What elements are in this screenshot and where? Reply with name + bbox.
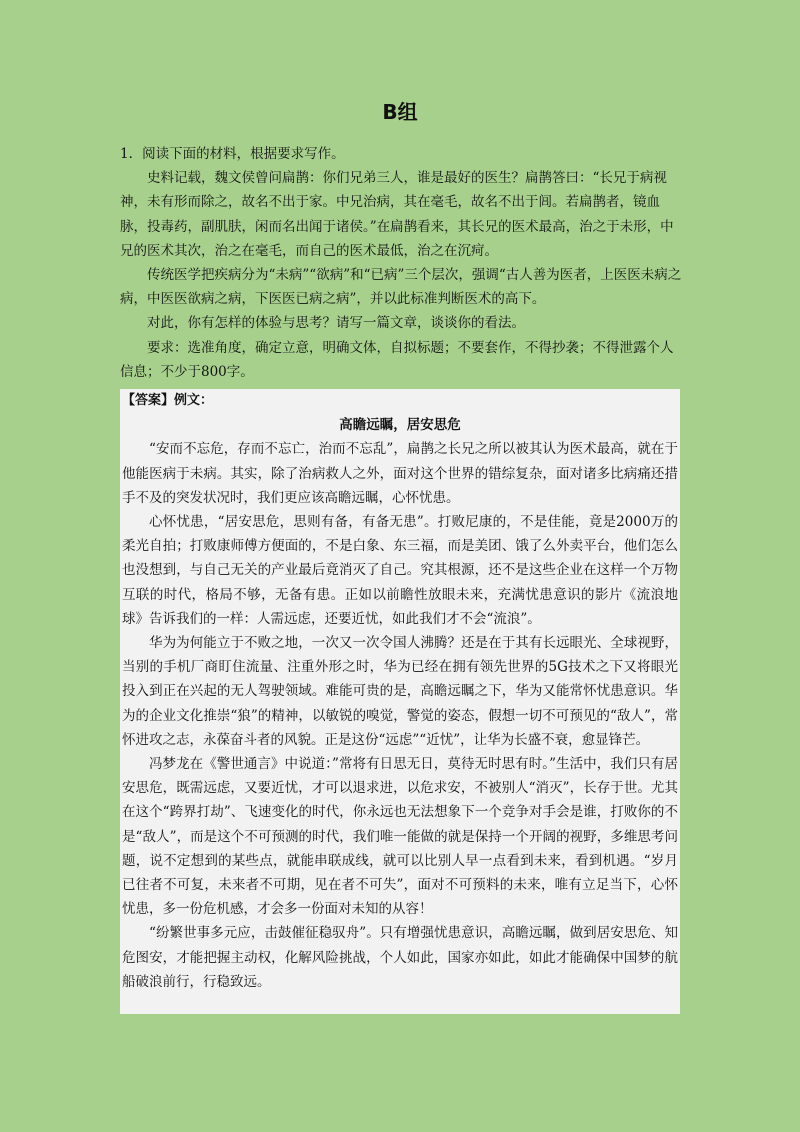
essay-paragraph: 心怀忧患，“居安思危，思则有备，有备无患”。打败尼康的，不是佳能，竟是2000万的柔光自拍；打败康师傅方便面的，不是白象、东三福，而是美团、饿了么外卖平台，他们怎么也没想到，与自己无关的产业最后竟消灭了自己。究其根源，还不是这些企业在这样一个万物互联的时代，格局不够，无备有患。正如以前瞻性放眼未来，充满忧患意识的影片《流浪地球》告诉我们的一样：人需远虑，还要近忧，如此我们才不会“流浪”。 [122,514,678,627]
essay-paragraph: 华为为何能立于不败之地，一次又一次令国人沸腾？还是在于其有长远眼光、全球视野，当别的手机厂商盯住流量、注重外形之时，华为已经在拥有领先世界的5G技术之下又将眼光投入到正在兴起的无人驾驶领域。难能可贵的是，高瞻远瞩之下，华为又能常怀忧患意识。华为的企业文化推崇“狼”的精神，以敏锐的嗅觉，警觉的姿态，假想一切不可预见的“敌人”，常怀进攻之志，永葆奋斗者的风貌。正是这份“远虑”“近忧”，让华为长盛不衰，愈显锋芒。 [122,635,678,748]
question-paragraph: 史料记载，魏文侯曾问扁鹊：你们兄弟三人，谁是最好的医生？扁鹊答曰：“长兄于病视神，未有形而除之，故名不出于家。中兄治病，其在毫毛，故名不出于闾。若扁鹊者，镜血脉，投毒药，副肌肤，闲而名出闻于诸侯。”在扁鹊看来，其长兄的医术最高，治之于未形，中兄的医术其次，治之在毫毛，而自己的医术最低，治之在沉疴。 [120,170,674,259]
answer-box [120,389,680,1014]
essay-paragraph: 冯梦龙在《警世通言》中说道：”常将有日思无日，莫待无时思有时。”生活中，我们只有居安思危，既需远虑，又要近忧，才可以退求进，以危求安，不被别人“消灭”，长存于世。尤其在这个“跨界打劫”、飞速变化的时代，你永远也无法想象下一个竞争对手会是谁，打败你的不是“敌人”，而是这个不可预测的时代，我们唯一能做的就是保持一个开阔的视野，多维思考问题，说不定想到的某些点，就能串联成线，就可以比别人早一点看到未来，看到机遇。“岁月已往者不可复，未来者不可期，见在者不可失”，面对不可预料的未来，唯有立足当下，心怀忧患，多一份危机感，才会多一份面对未知的从容！ [122,756,678,918]
section-title: B组 [382,100,418,124]
question-requirements: 要求：选准角度，确定立意，明确文体，自拟标题；不要套作，不得抄袭；不得泄露个人信息；不少于800字。 [120,339,674,380]
question-prompt: 1．阅读下面的材料，根据要求写作。 [120,146,345,162]
essay-paragraph: “纷繁世事多元应，击鼓催征稳驭舟”。只有增强忧患意识，高瞻远瞩，做到居安思危、知危图安，才能把握主动权，化解风险挑战，个人如此，国家亦如此，如此才能确保中国梦的航船破浪前行，行稳致远。 [122,925,678,990]
question-block [120,142,682,384]
question-paragraph: 对此，你有怎样的体验与思考？请写一篇文章，谈谈你的看法。 [147,315,525,332]
answer-label: 【答案】例文： [122,393,214,408]
question-paragraph: 传统医学把疾病分为“未病”“欲病”和“已病”三个层次，强调“古人善为医者，上医医未病之病，中医医欲病之病，下医医已病之病”，并以此标准判断医术的高下。 [120,267,682,308]
essay-paragraph: “安而不忘危，存而不忘亡，治而不忘乱”，扁鹊之长兄之所以被其认为医术最高，就在于他能医病于未病。其实，除了治病救人之外，面对这个世界的错综复杂，面对诸多比病痛还措手不及的突发状况时，我们更应该高瞻远瞩，心怀忧患。 [122,441,678,506]
essay-title: 高瞻远瞩，居安思危 [339,417,461,434]
